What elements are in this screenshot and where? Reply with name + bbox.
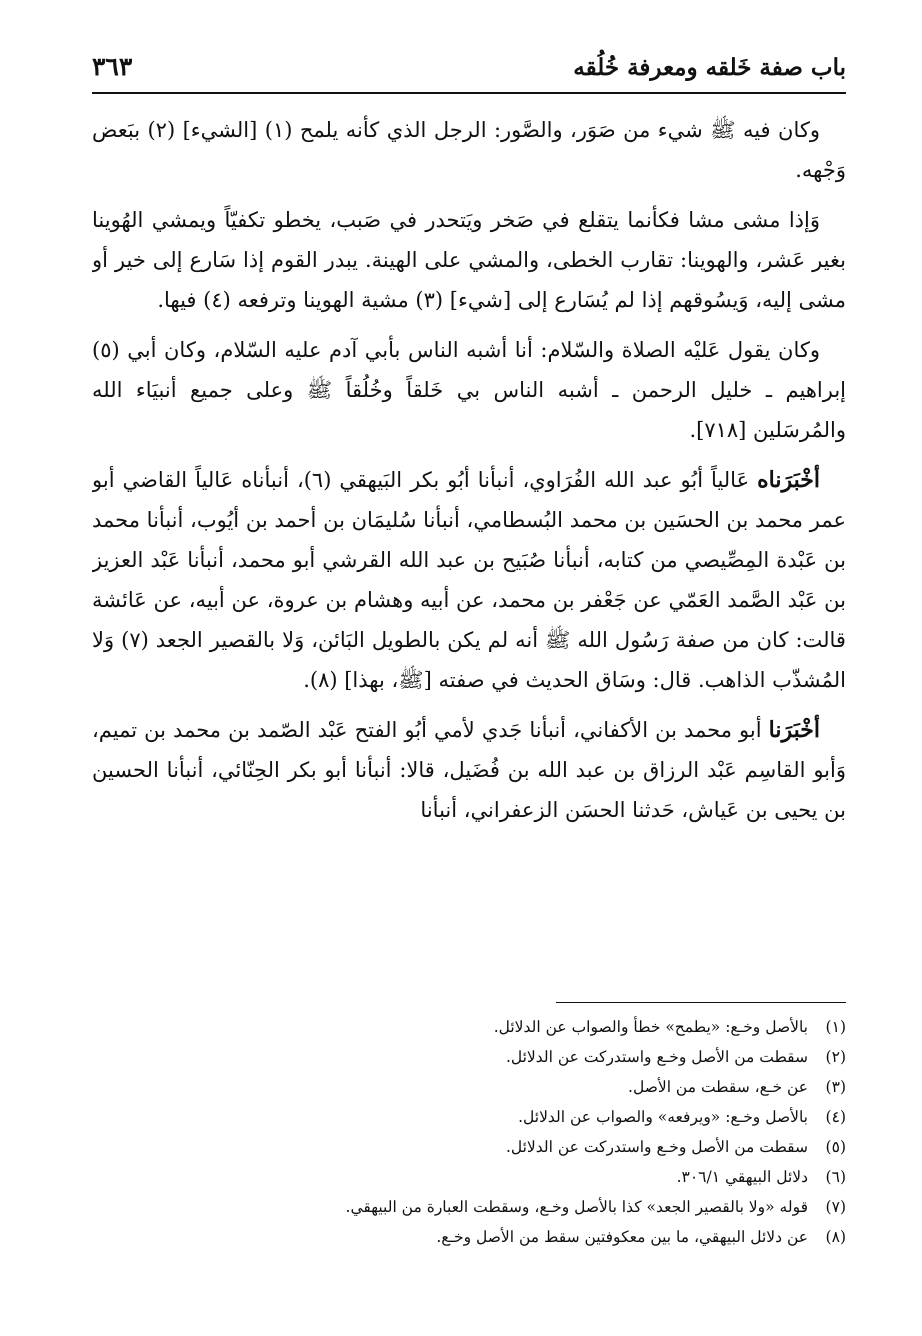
footnote [92, 1132, 846, 1162]
footnote-divider [556, 1002, 846, 1003]
main-text [92, 110, 846, 990]
running-head: باب صفة خَلقه ومعرفة خُلُقه [573, 54, 846, 81]
paragraph [92, 110, 846, 190]
footnote-number: (١) [825, 1018, 846, 1036]
paragraph [92, 200, 846, 320]
footnote [92, 1072, 846, 1102]
paragraph-text: عَالياً أبُو عبد الله الفُرَاوي، أنبأنا أبُو بكر البَيهقي (٦)، أنبأناه عَالياً القاضي أبو عمر محمد بن الحسَين بن محمد البُسطامي، أنبأنا سُليمَان بن أحمد بن أيُوب، أنبأنا محمد بن عَبْدة المِصِّيصي من كتابه، أنبأنا صُبَيح بن عبد الله القرشي أبو محمد، أنبأنا عَبْد العزيز بن عَبْد الصَّمد العَمّي عن جَعْفر بن محمد، عن أبيه وهشام بن عروة، عن أبيه، عن عَائشة قالت: كان من صفة رَسُول الله ﷺ أنه لم يكن بالطويل البَائن، وَلا بالقصير الجعد (٧) وَلا المُشذّب الذاهب. قال: وسَاق الحديث في صفته [ﷺ، بهذا] (٨). [92, 468, 846, 692]
footnote-number: (٥) [825, 1138, 846, 1156]
footnote-text: بالأصل وخـع: «ويرفعه» والصواب عن الدلائل. [518, 1108, 808, 1126]
footnote [92, 1222, 846, 1252]
footnote [92, 1042, 846, 1072]
paragraph-lead: أخْبَرَنا [768, 717, 820, 743]
paragraph [92, 460, 846, 700]
paragraph-text: وكان فيه ﷺ شيء من صَوَر، والصَّور: الرجل الذي كأنه يلمح (١) [الشيء] (٢) ببَعض وَجْهه. [92, 118, 846, 182]
footnote-number: (٧) [825, 1198, 846, 1216]
page-number: ٣٦٣ [92, 52, 133, 81]
footnote-text: عن دلائل البيهقي، ما بين معكوفتين سقط من الأصل وخـع. [436, 1228, 808, 1246]
paragraph-lead: أخْبَرَناه [757, 467, 820, 493]
footnote-text: سقطت من الأصل وخـع واستدركت عن الدلائل. [505, 1138, 808, 1156]
footnote-number: (٦) [825, 1168, 846, 1186]
footnote [92, 1192, 846, 1222]
paragraph-text: وَإذا مشى مشا فكأنما يتقلع في صَخر ويَتحدر في صَبب، يخطو تكفيّاً ويمشي الهُوينا بغير عَشر، والهوينا: تقارب الخطى، والمشي على الهينة. يبدر القوم إذا سَارع إلى خير أو مشى إليه، وَيسُوقهم إذا لم يُسَارع إلى [شيء] (٣) مشية الهوينا وترفعه (٤) فيها. [92, 208, 846, 312]
footnote-number: (٢) [825, 1048, 846, 1066]
footnote-number: (٤) [825, 1108, 846, 1126]
footnote-text: دلائل البيهقي ٣٠٦/١. [676, 1168, 808, 1186]
footnote-number: (٣) [825, 1078, 846, 1096]
footnote-text: عن خـع، سقطت من الأصل. [628, 1078, 808, 1096]
footnote-text: بالأصل وخـع: «يطمح» خطأ والصواب عن الدلائل. [493, 1018, 808, 1036]
paragraph-text: وكان يقول عَليْه الصلاة والسّلام: أنا أشبه الناس بأبي آدم عليه السّلام، وكان أبي (٥) إبراهيم ـ خليل الرحمن ـ أشبه الناس بي خَلقاً وخُلُقاً ﷺ وعلى جميع أنبيَاء الله والمُرسَلين [٧١٨]. [92, 338, 846, 442]
footnote [92, 1102, 846, 1132]
page-header [92, 54, 846, 94]
footnote [92, 1162, 846, 1192]
footnotes [92, 1012, 846, 1252]
footnote-text: سقطت من الأصل وخـع واستدركت عن الدلائل. [505, 1048, 808, 1066]
footnote [92, 1012, 846, 1042]
paragraph [92, 710, 846, 830]
footnote-number: (٨) [825, 1228, 846, 1246]
paragraph [92, 330, 846, 450]
footnote-text: قوله «ولا بالقصير الجعد» كذا بالأصل وخـع، وسقطت العبارة من البيهقي. [345, 1198, 808, 1216]
paragraph-text: أبو محمد بن الأكفاني، أنبأنا جَدي لأمي أبُو الفتح عَبْد الصّمد بن محمد بن تميم، وَأبو القاسِم عَبْد الرزاق بن عبد الله بن فُضَيل، قالا: أنبأنا أبو بكر الحِنّائي، أنبأنا الحسين بن يحيى بن عَياش، حَدثنا الحسَن الزعفراني، أنبأنا [92, 718, 846, 822]
